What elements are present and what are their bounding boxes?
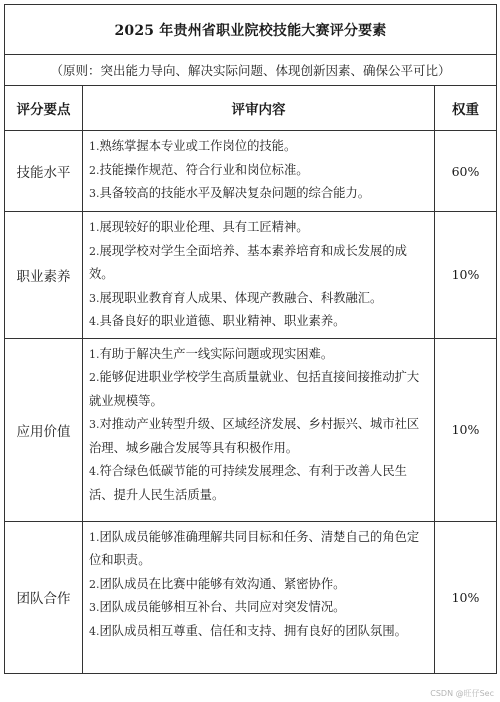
criteria-number: 4. xyxy=(89,315,100,328)
criteria-list xyxy=(83,212,435,339)
header-weight: 权重 xyxy=(435,86,497,131)
criteria-text: 展现职业教育育人成果、体现产教融合、科教融汇。 xyxy=(99,290,383,305)
criteria-number: 1. xyxy=(89,140,100,153)
criteria-number: 2. xyxy=(89,244,100,258)
criteria-item xyxy=(89,310,428,334)
criteria-number: 2. xyxy=(89,577,100,591)
element-name: 团队合作 xyxy=(5,521,83,673)
criteria-item xyxy=(89,240,428,287)
table-row xyxy=(5,521,497,673)
principle-text: （原则：突出能力导向、解决实际问题、体现创新因素、确保公平可比） xyxy=(5,55,497,86)
weight-value: 10% xyxy=(435,212,497,339)
criteria-text: 能够促进职业学校学生高质量就业、包括直接间接推动扩大就业规模等。 xyxy=(89,370,420,408)
watermark: CSDN @旺仔Sec xyxy=(430,689,494,698)
criteria-list xyxy=(83,131,435,212)
criteria-text: 团队成员相互尊重、信任和支持、拥有良好的团队氛围。 xyxy=(99,623,407,638)
criteria-list xyxy=(83,338,435,521)
criteria-item xyxy=(89,182,428,206)
element-name: 技能水平 xyxy=(5,131,83,212)
criteria-text: 团队成员在比赛中能够有效沟通、紧密协作。 xyxy=(99,576,346,591)
criteria-list xyxy=(83,521,435,673)
element-name: 职业素养 xyxy=(5,212,83,339)
header-content: 评审内容 xyxy=(83,86,435,131)
criteria-item xyxy=(89,135,428,159)
title-row xyxy=(5,5,497,55)
criteria-number: 4. xyxy=(89,624,100,638)
criteria-item xyxy=(89,413,428,460)
criteria-number: 3. xyxy=(89,601,100,614)
criteria-item xyxy=(89,216,428,240)
table-title: 2025 年贵州省职业院校技能大赛评分要素 xyxy=(5,5,497,55)
criteria-item xyxy=(89,287,428,311)
criteria-number: 1. xyxy=(89,347,100,361)
scoring-table xyxy=(4,4,497,674)
criteria-text: 技能操作规范、符合行业和岗位标准。 xyxy=(99,162,309,177)
criteria-item xyxy=(89,596,428,620)
criteria-number: 1. xyxy=(89,221,100,234)
criteria-text: 具备较高的技能水平及解决复杂问题的综合能力。 xyxy=(99,186,371,200)
weight-value: 10% xyxy=(435,338,497,521)
criteria-item xyxy=(89,573,428,597)
criteria-item xyxy=(89,526,428,573)
criteria-text: 有助于解决生产一线实际问题或现实困难。 xyxy=(99,346,334,361)
header-row xyxy=(5,86,497,131)
criteria-text: 展现较好的职业伦理、具有工匠精神。 xyxy=(99,220,309,234)
criteria-item xyxy=(89,366,428,413)
criteria-number: 2. xyxy=(89,163,100,177)
header-element: 评分要点 xyxy=(5,86,83,131)
criteria-text: 熟练掌握本专业或工作岗位的技能。 xyxy=(99,139,297,153)
weight-value: 60% xyxy=(435,131,497,212)
criteria-text: 对推动产业转型升级、区域经济发展、乡村振兴、城市社区治理、城乡融合发展等具有积极作用。 xyxy=(89,417,420,455)
table-row xyxy=(5,338,497,521)
criteria-number: 3. xyxy=(89,291,100,305)
criteria-item xyxy=(89,460,428,507)
criteria-item xyxy=(89,159,428,183)
table-row xyxy=(5,131,497,212)
criteria-number: 3. xyxy=(89,418,100,431)
criteria-number: 1. xyxy=(89,530,100,544)
criteria-text: 团队成员能够相互补台、共同应对突发情况。 xyxy=(99,600,346,614)
criteria-text: 展现学校对学生全面培养、基本素养培育和成长发展的成效。 xyxy=(89,243,407,281)
criteria-text: 团队成员能够准确理解共同目标和任务、清楚自己的角色定位和职责。 xyxy=(89,529,420,567)
criteria-number: 2. xyxy=(89,371,100,384)
criteria-item xyxy=(89,620,428,644)
criteria-item xyxy=(89,343,428,367)
criteria-text: 符合绿色低碳节能的可持续发展理念、有利于改善人民生活、提升人民生活质量。 xyxy=(89,464,407,502)
element-name: 应用价值 xyxy=(5,338,83,521)
table-row xyxy=(5,212,497,339)
weight-value: 10% xyxy=(435,521,497,673)
criteria-number: 4. xyxy=(89,465,100,478)
criteria-text: 具备良好的职业道德、职业精神、职业素养。 xyxy=(99,314,346,328)
principle-row xyxy=(5,55,497,86)
criteria-number: 3. xyxy=(89,187,100,200)
